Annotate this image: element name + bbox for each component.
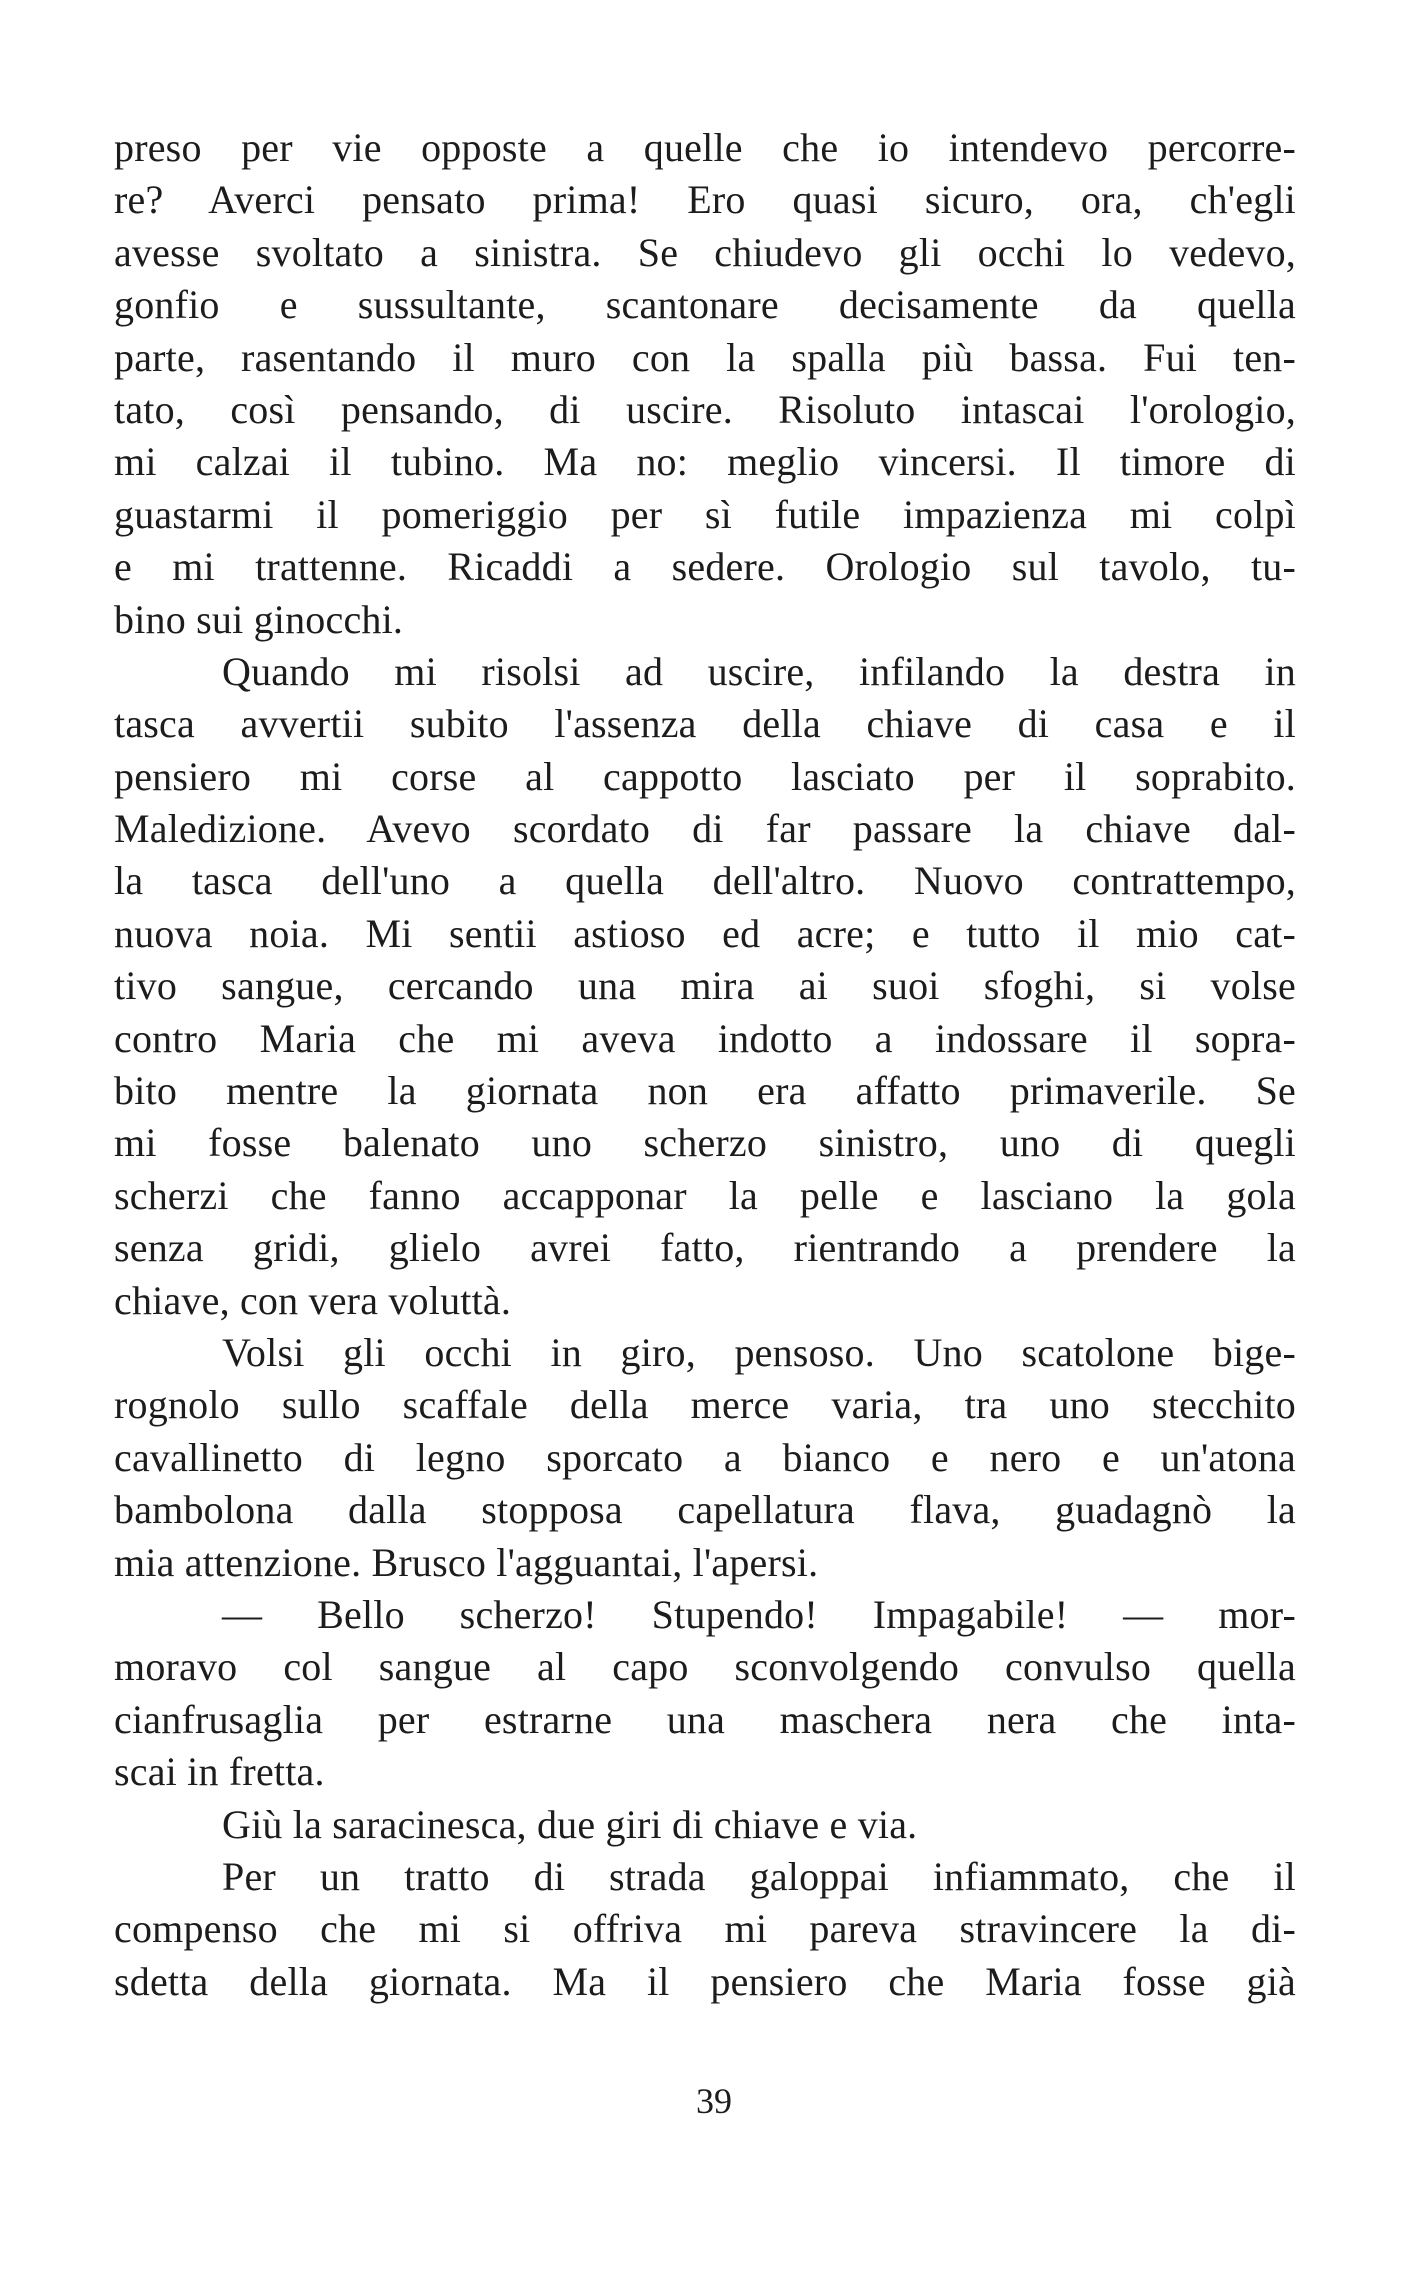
- text-line: chiave, con vera voluttà.: [114, 1277, 512, 1323]
- text-line: — Bello scherzo! Stupendo! Impagabile! — mor-: [222, 1591, 1296, 1637]
- text-line: scherzi che fanno accapponar la pelle e lasciano la gola: [114, 1172, 1296, 1218]
- text-line: sdetta della giornata. Ma il pensiero che Maria fosse già: [114, 1958, 1296, 2004]
- text-line: cianfrusaglia per estrarne una maschera nera che inta-: [114, 1696, 1296, 1742]
- text-line: pensiero mi corse al cappotto lasciato per il soprabito.: [114, 753, 1296, 799]
- text-line: tato, così pensando, di uscire. Risoluto intascai l'orologio,: [114, 386, 1296, 432]
- text-line: contro Maria che mi aveva indotto a indossare il sopra-: [114, 1015, 1296, 1061]
- text-line: compenso che mi si offriva mi pareva stravincere la di-: [114, 1906, 1296, 1952]
- text-line: nuova noia. Mi sentii astioso ed acre; e tutto il mio cat-: [114, 910, 1296, 956]
- text-line: rognolo sullo scaffale della merce varia, tra uno stecchito: [114, 1382, 1296, 1428]
- text-line: tasca avvertii subito l'assenza della chiave di casa e il: [114, 701, 1296, 747]
- text-line: e mi trattenne. Ricaddi a sedere. Orologio sul tavolo, tu-: [114, 544, 1296, 590]
- text-line: moravo col sangue al capo sconvolgendo convulso quella: [114, 1644, 1296, 1690]
- text-line: preso per vie opposte a quelle che io intendevo percorre-: [114, 125, 1296, 170]
- text-line: Per un tratto di strada galoppai infiammato, che il: [222, 1853, 1296, 1899]
- text-line: Quando mi risolsi ad uscire, infilando la destra in: [222, 648, 1296, 694]
- text-line: senza gridi, glielo avrei fatto, rientrando a prendere la: [114, 1225, 1296, 1271]
- text-line: mia attenzione. Brusco l'agguantai, l'apersi.: [114, 1539, 819, 1585]
- text-line: Giù la saracinesca, due giri di chiave e via.: [222, 1801, 918, 1847]
- text-line: avesse svoltato a sinistra. Se chiudevo gli occhi lo vedevo,: [114, 229, 1296, 275]
- text-line: parte, rasentando il muro con la spalla più bassa. Fui ten-: [114, 334, 1296, 380]
- text-line: re? Averci pensato prima! Ero quasi sicuro, ora, ch'egli: [114, 177, 1296, 223]
- text-line: mi fosse balenato uno scherzo sinistro, uno di quegli: [114, 1120, 1296, 1166]
- text-line: mi calzai il tubino. Ma no: meglio vincersi. Il timore di: [114, 439, 1296, 485]
- text-line: bito mentre la giornata non era affatto primaverile. Se: [114, 1068, 1296, 1114]
- text-line: la tasca dell'uno a quella dell'altro. Nuovo contrattempo,: [114, 858, 1296, 904]
- text-line: cavallinetto di legno sporcato a bianco e nero e un'atona: [114, 1434, 1296, 1480]
- text-line: scai in fretta.: [114, 1749, 325, 1795]
- text-line: guastarmi il pomeriggio per sì futile impazienza mi colpì: [114, 491, 1296, 537]
- text-line: Maledizione. Avevo scordato di far passare la chiave dal-: [114, 806, 1296, 852]
- text-line: bino sui ginocchi.: [114, 596, 404, 642]
- page-number: 39: [696, 2081, 732, 2121]
- text-line: gonfio e sussultante, scantonare decisamente da quella: [114, 282, 1296, 328]
- text-line: Volsi gli occhi in giro, pensoso. Uno scatolone bige-: [222, 1329, 1296, 1375]
- text-line: bambolona dalla stopposa capellatura flava, guadagnò la: [114, 1487, 1296, 1533]
- body-text: [114, 122, 1296, 2008]
- text-line: tivo sangue, cercando una mira ai suoi sfoghi, si volse: [114, 963, 1296, 1009]
